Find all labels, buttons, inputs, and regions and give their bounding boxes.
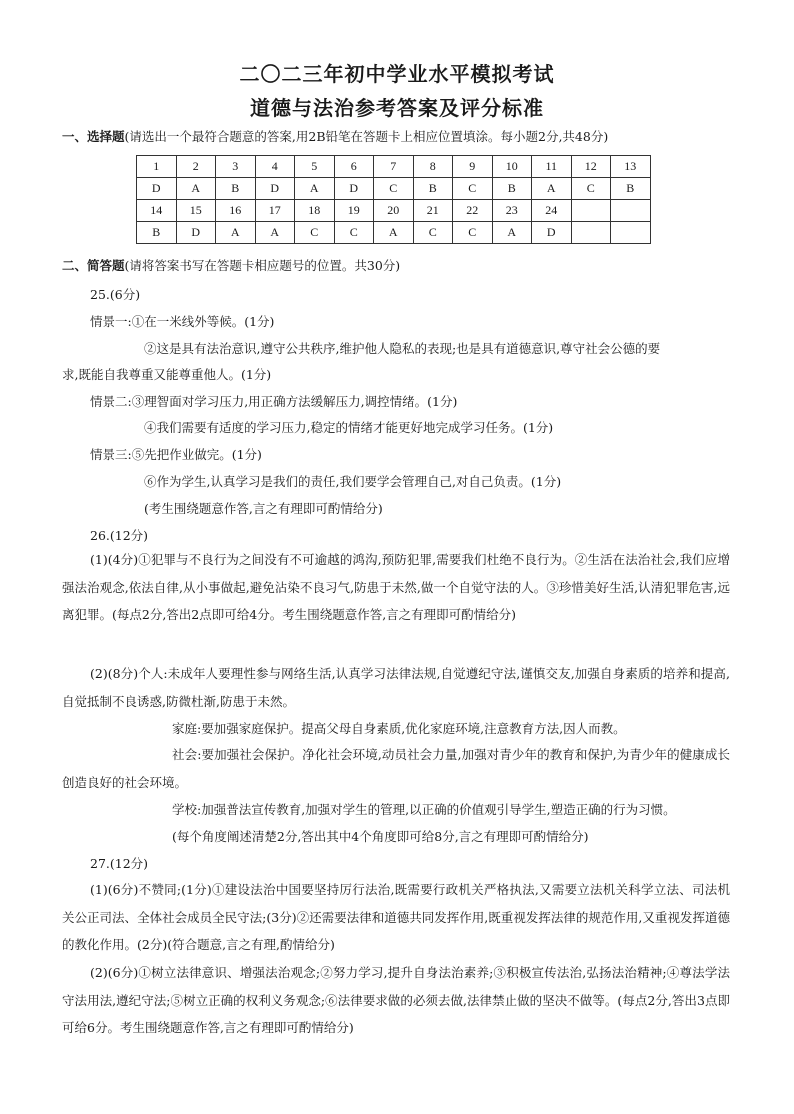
question-number-cell — [611, 200, 651, 222]
question-number-cell: 13 — [611, 156, 651, 178]
section-2-label: 二、简答题 — [62, 258, 125, 273]
answer-cell: C — [453, 222, 493, 244]
answer-cell: D — [334, 178, 374, 200]
question-number-row — [137, 200, 651, 222]
answer-row — [137, 178, 651, 200]
section-2-header — [62, 257, 400, 275]
page-title: 二〇二三年初中学业水平模拟考试 — [239, 62, 555, 86]
question-number-cell: 15 — [176, 200, 216, 222]
question-number-cell: 4 — [255, 156, 295, 178]
q25-heading: 25.(6分) — [90, 287, 141, 302]
q27-part2: (2)(6分)①树立法律意识、增强法治观念;②努力学习,提升自身法治素养;③积极宣传法治,弘扬法治精神;④尊法学法守法用法,遵纪守法;⑤树立正确的权利义务观念;⑥法律要求做的必须去做,法律禁止做的坚决不做等。(每点2分,答出3点即可给6分。考生围绕题意作答,言之有理即可酌情给分) — [62, 965, 730, 1035]
question-number-cell: 19 — [334, 200, 374, 222]
question-number-cell: 21 — [413, 200, 453, 222]
q25-line: ②这是具有法治意识,遵守公共秩序,维护他人隐私的表现;也是具有道德意识,尊守社会公德的要 — [144, 341, 661, 356]
question-number-cell: 2 — [176, 156, 216, 178]
question-number-cell: 7 — [374, 156, 414, 178]
question-number-cell: 16 — [216, 200, 256, 222]
answer-cell: A — [492, 222, 532, 244]
answer-table — [136, 155, 651, 244]
answer-cell: C — [453, 178, 493, 200]
question-number-cell: 14 — [137, 200, 177, 222]
answer-cell: B — [413, 178, 453, 200]
answer-cell: D — [255, 178, 295, 200]
answer-cell — [571, 222, 611, 244]
question-number-cell: 3 — [216, 156, 256, 178]
q26-part2: (2)(8分)个人:未成年人要理性参与网络生活,认真学习法律法规,自觉遵纪守法,谨慎交友,加强自身素质的培养和提高,自觉抵制不良诱惑,防微杜渐,防患于未然。 — [62, 666, 730, 709]
page-subtitle: 道德与法治参考答案及评分标准 — [250, 96, 544, 120]
question-number-cell: 18 — [295, 200, 335, 222]
question-number-cell: 17 — [255, 200, 295, 222]
answer-cell — [611, 222, 651, 244]
question-number-cell: 23 — [492, 200, 532, 222]
q26-line: 社会:要加强社会保护。净化社会环境,动员社会力量,加强对青少年的教育和保护,为青少年的健康成长创造良好的社会环境。 — [62, 747, 730, 790]
answer-cell: B — [216, 178, 256, 200]
answer-row — [137, 222, 651, 244]
q27-heading: 27.(12分) — [90, 856, 149, 871]
answer-cell: C — [413, 222, 453, 244]
question-number-cell: 1 — [137, 156, 177, 178]
q25-line: ⑥作为学生,认真学习是我们的责任,我们要学会管理自己,对自己负责。(1分) — [144, 474, 562, 489]
answer-cell: D — [532, 222, 572, 244]
answer-cell: B — [137, 222, 177, 244]
answer-cell: A — [374, 222, 414, 244]
answer-cell: B — [611, 178, 651, 200]
q26-part1: (1)(4分)①犯罪与不良行为之间没有不可逾越的鸿沟,预防犯罪,需要我们杜绝不良行为。②生活在法治社会,我们应增强法治观念,依法自律,从小事做起,避免沾染不良习气,防患于未然,做一个自觉守法的人。③珍惜美好生活,认清犯罪危害,远离犯罪。(每点2分,答出2点即可给4分。考生围绕题意作答,言之有理即可酌情给分) — [62, 552, 730, 622]
section-1-note: (请选出一个最符合题意的答案,用2B铅笔在答题卡上相应位置填涂。每小题2分,共48分) — [124, 129, 609, 144]
question-number-cell: 20 — [374, 200, 414, 222]
answer-cell: A — [295, 178, 335, 200]
question-number-cell: 11 — [532, 156, 572, 178]
q26-note: (每个角度阐述清楚2分,答出其中4个角度即可给8分,言之有理即可酌情给分) — [172, 829, 589, 844]
answer-cell: A — [176, 178, 216, 200]
q26-line: 家庭:要加强家庭保护。提高父母自身素质,优化家庭环境,注意教育方法,因人而教。 — [172, 721, 626, 736]
q25-line: 情景二:③理智面对学习压力,用正确方法缓解压力,调控情绪。(1分) — [90, 394, 458, 409]
q26-heading: 26.(12分) — [90, 528, 149, 543]
question-number-cell: 24 — [532, 200, 572, 222]
q25-line: 情景三:⑤先把作业做完。(1分) — [90, 447, 262, 462]
answer-cell: A — [255, 222, 295, 244]
question-number-cell: 12 — [571, 156, 611, 178]
q25-note: (考生围绕题意作答,言之有理即可酌情给分) — [144, 501, 383, 516]
question-number-cell: 10 — [492, 156, 532, 178]
section-2-note: (请将答案书写在答题卡相应题号的位置。共30分) — [124, 258, 401, 273]
q27-part1: (1)(6分)不赞同;(1分)①建设法治中国要坚持厉行法治,既需要行政机关严格执法,又需要立法机关科学立法、司法机关公正司法、全体社会成员全民守法;(3分)②还需要法律和道德共同发挥作用,既重视发挥法律的规范作用,又重视发挥道德的教化作用。(2分)(符合题意,言之有理,酌情给分) — [62, 882, 730, 952]
section-1-label: 一、选择题 — [62, 129, 125, 144]
answer-cell: C — [334, 222, 374, 244]
q25-line: ④我们需要有适度的学习压力,稳定的情绪才能更好地完成学习任务。(1分) — [144, 420, 554, 435]
answer-cell: D — [137, 178, 177, 200]
question-number-cell: 9 — [453, 156, 493, 178]
question-number-row — [137, 156, 651, 178]
question-number-cell: 6 — [334, 156, 374, 178]
answer-cell: C — [295, 222, 335, 244]
question-number-cell — [571, 200, 611, 222]
q25-line: 求,既能自我尊重又能尊重他人。(1分) — [62, 367, 272, 382]
answer-cell: A — [532, 178, 572, 200]
answer-cell: B — [492, 178, 532, 200]
answer-cell: D — [176, 222, 216, 244]
q25-line: 情景一:①在一米线外等候。(1分) — [90, 314, 275, 329]
answer-cell: C — [374, 178, 414, 200]
answer-cell: C — [571, 178, 611, 200]
question-number-cell: 5 — [295, 156, 335, 178]
section-1-header — [62, 128, 608, 146]
q26-line: 学校:加强普法宣传教育,加强对学生的管理,以正确的价值观引导学生,塑造正确的行为习惯。 — [172, 802, 676, 817]
answer-cell: A — [216, 222, 256, 244]
question-number-cell: 22 — [453, 200, 493, 222]
question-number-cell: 8 — [413, 156, 453, 178]
